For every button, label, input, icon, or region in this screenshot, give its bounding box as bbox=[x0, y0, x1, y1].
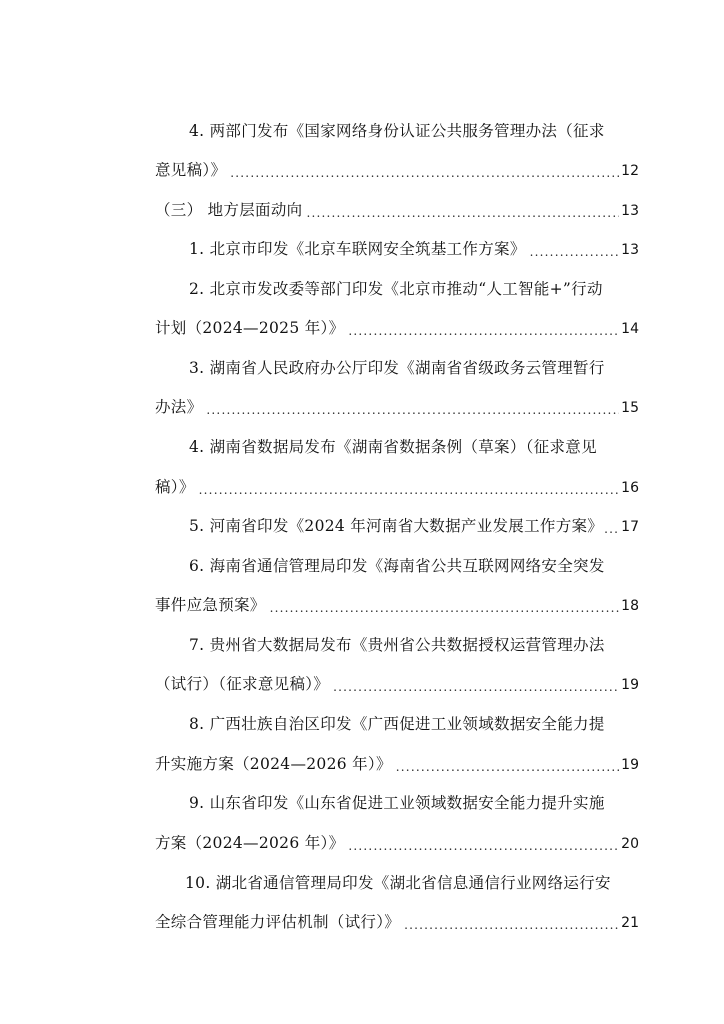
page-number: 19 bbox=[621, 757, 639, 773]
toc-entry-text: 6. 海南省通信管理局印发《海南省公共互联网网络安全突发 bbox=[189, 557, 605, 575]
toc-entry-title[interactable] bbox=[155, 553, 639, 579]
page-number: 16 bbox=[621, 480, 639, 496]
toc-section-heading[interactable] bbox=[155, 197, 639, 223]
toc-entry-text: 稿）》 bbox=[155, 478, 195, 496]
toc-entry-title[interactable] bbox=[155, 513, 639, 539]
page-number: 13 bbox=[621, 242, 639, 258]
dot-leader bbox=[396, 757, 619, 777]
toc-entry-text: 意见稿）》 bbox=[155, 161, 227, 179]
dot-leader bbox=[306, 203, 619, 223]
toc-entry-text: 办法》 bbox=[155, 398, 203, 416]
toc-entry-title[interactable] bbox=[155, 790, 639, 816]
page-number: 13 bbox=[621, 203, 639, 219]
page-number: 19 bbox=[621, 677, 639, 693]
toc-entry-text: 方案（2024—2026 年）》 bbox=[155, 834, 345, 852]
toc-entry-text: （三） 地方层面动向 bbox=[155, 201, 303, 219]
page-number: 17 bbox=[621, 519, 639, 535]
toc-entry-continuation[interactable] bbox=[155, 157, 639, 183]
toc-entry-text: 10. 湖北省通信管理局印发《湖北省信息通信行业网络运行安 bbox=[185, 874, 611, 892]
toc-entry-text: 9. 山东省印发《山东省促进工业领域数据安全能力提升实施 bbox=[189, 794, 605, 812]
toc-entry-text: （试行）（征求意见稿）》 bbox=[155, 675, 330, 693]
page-number: 18 bbox=[621, 598, 639, 614]
toc-entry-text: 1. 北京市印发《北京车联网安全筑基工作方案》 bbox=[189, 240, 526, 258]
dot-leader bbox=[348, 321, 619, 341]
dot-leader bbox=[206, 400, 619, 420]
toc-entry-continuation[interactable] bbox=[155, 830, 639, 856]
toc-entry-text: 升实施方案（2024—2026 年）》 bbox=[155, 755, 392, 773]
toc-entry-title[interactable] bbox=[155, 434, 639, 460]
toc-entry-title[interactable] bbox=[155, 711, 639, 737]
toc-entry-title[interactable] bbox=[155, 632, 639, 658]
toc-entry-continuation[interactable] bbox=[155, 592, 639, 618]
toc-entry-title[interactable] bbox=[155, 355, 639, 381]
page-number: 20 bbox=[621, 836, 639, 852]
dot-leader bbox=[404, 915, 619, 935]
toc-entry-continuation[interactable] bbox=[155, 909, 639, 935]
page-number: 15 bbox=[621, 400, 639, 416]
toc-entry-text: 4. 两部门发布《国家网络身份认证公共服务管理办法（征求 bbox=[189, 122, 605, 140]
toc-entry-continuation[interactable] bbox=[155, 671, 639, 697]
toc-entry-continuation[interactable] bbox=[155, 315, 639, 341]
toc-entry-text: 4. 湖南省数据局发布《湖南省数据条例（草案）（征求意见 bbox=[189, 438, 597, 456]
toc-entry-text: 7. 贵州省大数据局发布《贵州省公共数据授权运营管理办法 bbox=[189, 636, 605, 654]
toc-entry-text: 全综合管理能力评估机制（试行）》 bbox=[155, 913, 401, 931]
page-number: 21 bbox=[621, 915, 639, 931]
dot-leader bbox=[270, 598, 620, 618]
page-number: 14 bbox=[621, 321, 639, 337]
toc-entry-text: 3. 湖南省人民政府办公厅印发《湖南省省级政务云管理暂行 bbox=[189, 359, 605, 377]
dot-leader bbox=[604, 519, 620, 539]
toc-entry-text: 计划（2024—2025 年）》 bbox=[155, 319, 345, 337]
toc-entry-title[interactable] bbox=[155, 118, 639, 144]
dot-leader bbox=[333, 677, 619, 697]
toc-entry-title[interactable] bbox=[155, 236, 639, 262]
dot-leader bbox=[348, 836, 619, 856]
dot-leader bbox=[530, 242, 620, 262]
toc-entry-title[interactable] bbox=[155, 276, 639, 302]
toc-entry-text: 5. 河南省印发《2024 年河南省大数据产业发展工作方案》 bbox=[189, 517, 604, 535]
dot-leader bbox=[199, 480, 620, 500]
page-number: 12 bbox=[621, 163, 639, 179]
toc-entry-title[interactable] bbox=[155, 870, 639, 896]
toc-entry-continuation[interactable] bbox=[155, 474, 639, 500]
toc-entry-text: 8. 广西壮族自治区印发《广西促进工业领域数据安全能力提 bbox=[189, 715, 605, 733]
toc-entry-continuation[interactable] bbox=[155, 394, 639, 420]
toc-entry-text: 2. 北京市发改委等部门印发《北京市推动“人工智能+”行动 bbox=[189, 280, 603, 298]
toc-entry-text: 事件应急预案》 bbox=[155, 596, 266, 614]
dot-leader bbox=[230, 163, 619, 183]
toc-entry-continuation[interactable] bbox=[155, 751, 639, 777]
